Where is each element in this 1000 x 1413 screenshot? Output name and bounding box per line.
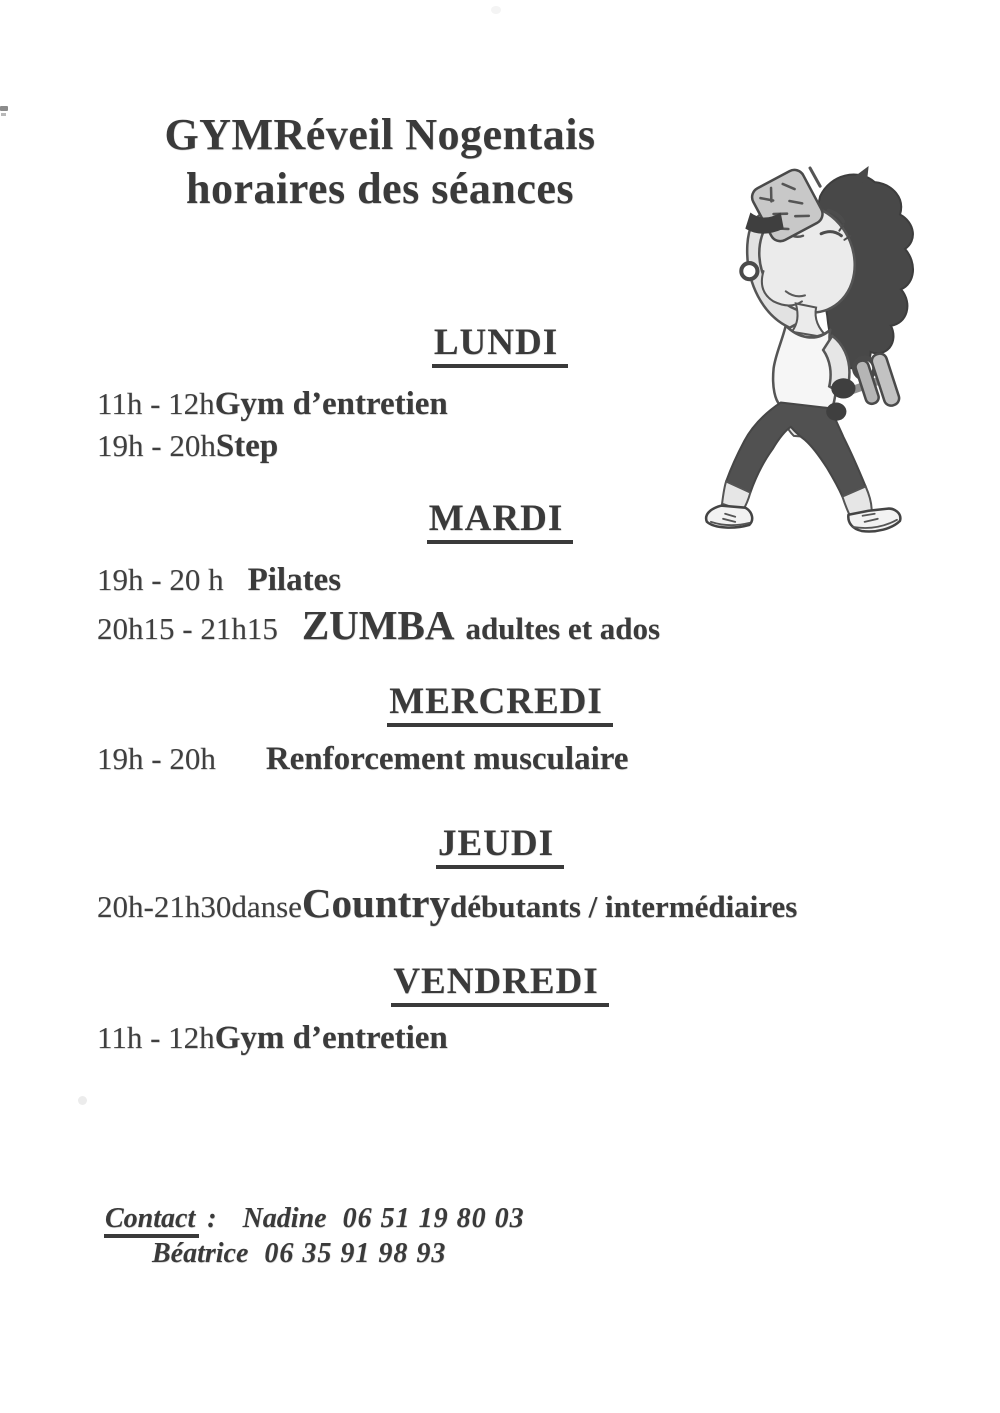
contact-phone: 06 51 19 80 03: [342, 1203, 525, 1234]
page-title: [0, 108, 760, 216]
session-activity: Gym d’entretien: [214, 386, 448, 422]
session-time: 20h-21h30: [97, 889, 232, 924]
session-detail: débutants / intermédiaires: [450, 889, 798, 924]
title-line-1: GYMRéveil Nogentais: [164, 110, 596, 159]
scan-artifact: [78, 1096, 87, 1105]
session-prefix: danse: [231, 889, 302, 924]
session-time: 19h - 20h: [97, 428, 216, 463]
contact-line-1: [104, 1203, 525, 1235]
session-activity: ZUMBA: [301, 602, 455, 648]
scan-artifact: [491, 6, 501, 14]
contact-label: Contact: [104, 1203, 199, 1238]
day-heading-jeudi: JEUDI: [0, 822, 1000, 865]
schedule-rows-lundi: [97, 383, 448, 467]
session-activity: Step: [215, 428, 279, 464]
day-heading-mardi: MARDI: [0, 497, 1000, 540]
contact-name: Nadine: [242, 1203, 327, 1234]
session-activity: Gym d’entretien: [214, 1020, 448, 1056]
session-activity: Pilates: [247, 562, 342, 598]
session-detail: adultes et ados: [465, 611, 661, 646]
session-time: 11h - 12h: [97, 386, 215, 421]
schedule-row: [97, 425, 448, 467]
contact-phone: 06 35 91 98 93: [264, 1238, 447, 1269]
contact-line-2: [152, 1238, 446, 1270]
schedule-row: [97, 879, 797, 927]
schedule-row: [97, 383, 448, 425]
schedule-row: [97, 741, 628, 778]
session-time: 20h15 - 21h15: [97, 611, 278, 646]
day-heading-vendredi: VENDREDI: [0, 960, 1000, 1003]
session-time: 11h - 12h: [97, 1020, 215, 1055]
session-time: 19h - 20 h: [97, 562, 224, 597]
schedule-row: [97, 562, 341, 599]
title-line-2: horaires des séances: [185, 164, 575, 213]
contact-name: Béatrice: [152, 1238, 249, 1269]
schedule-row: [97, 601, 660, 649]
session-activity: Renforcement musculaire: [265, 741, 629, 777]
day-heading-mercredi: MERCREDI: [0, 680, 1000, 723]
session-activity: Country: [301, 880, 450, 926]
session-time: 19h - 20h: [97, 741, 216, 776]
contact-colon: :: [207, 1203, 217, 1234]
day-heading-lundi: LUNDI: [0, 321, 1000, 364]
schedule-row: [97, 1020, 448, 1057]
